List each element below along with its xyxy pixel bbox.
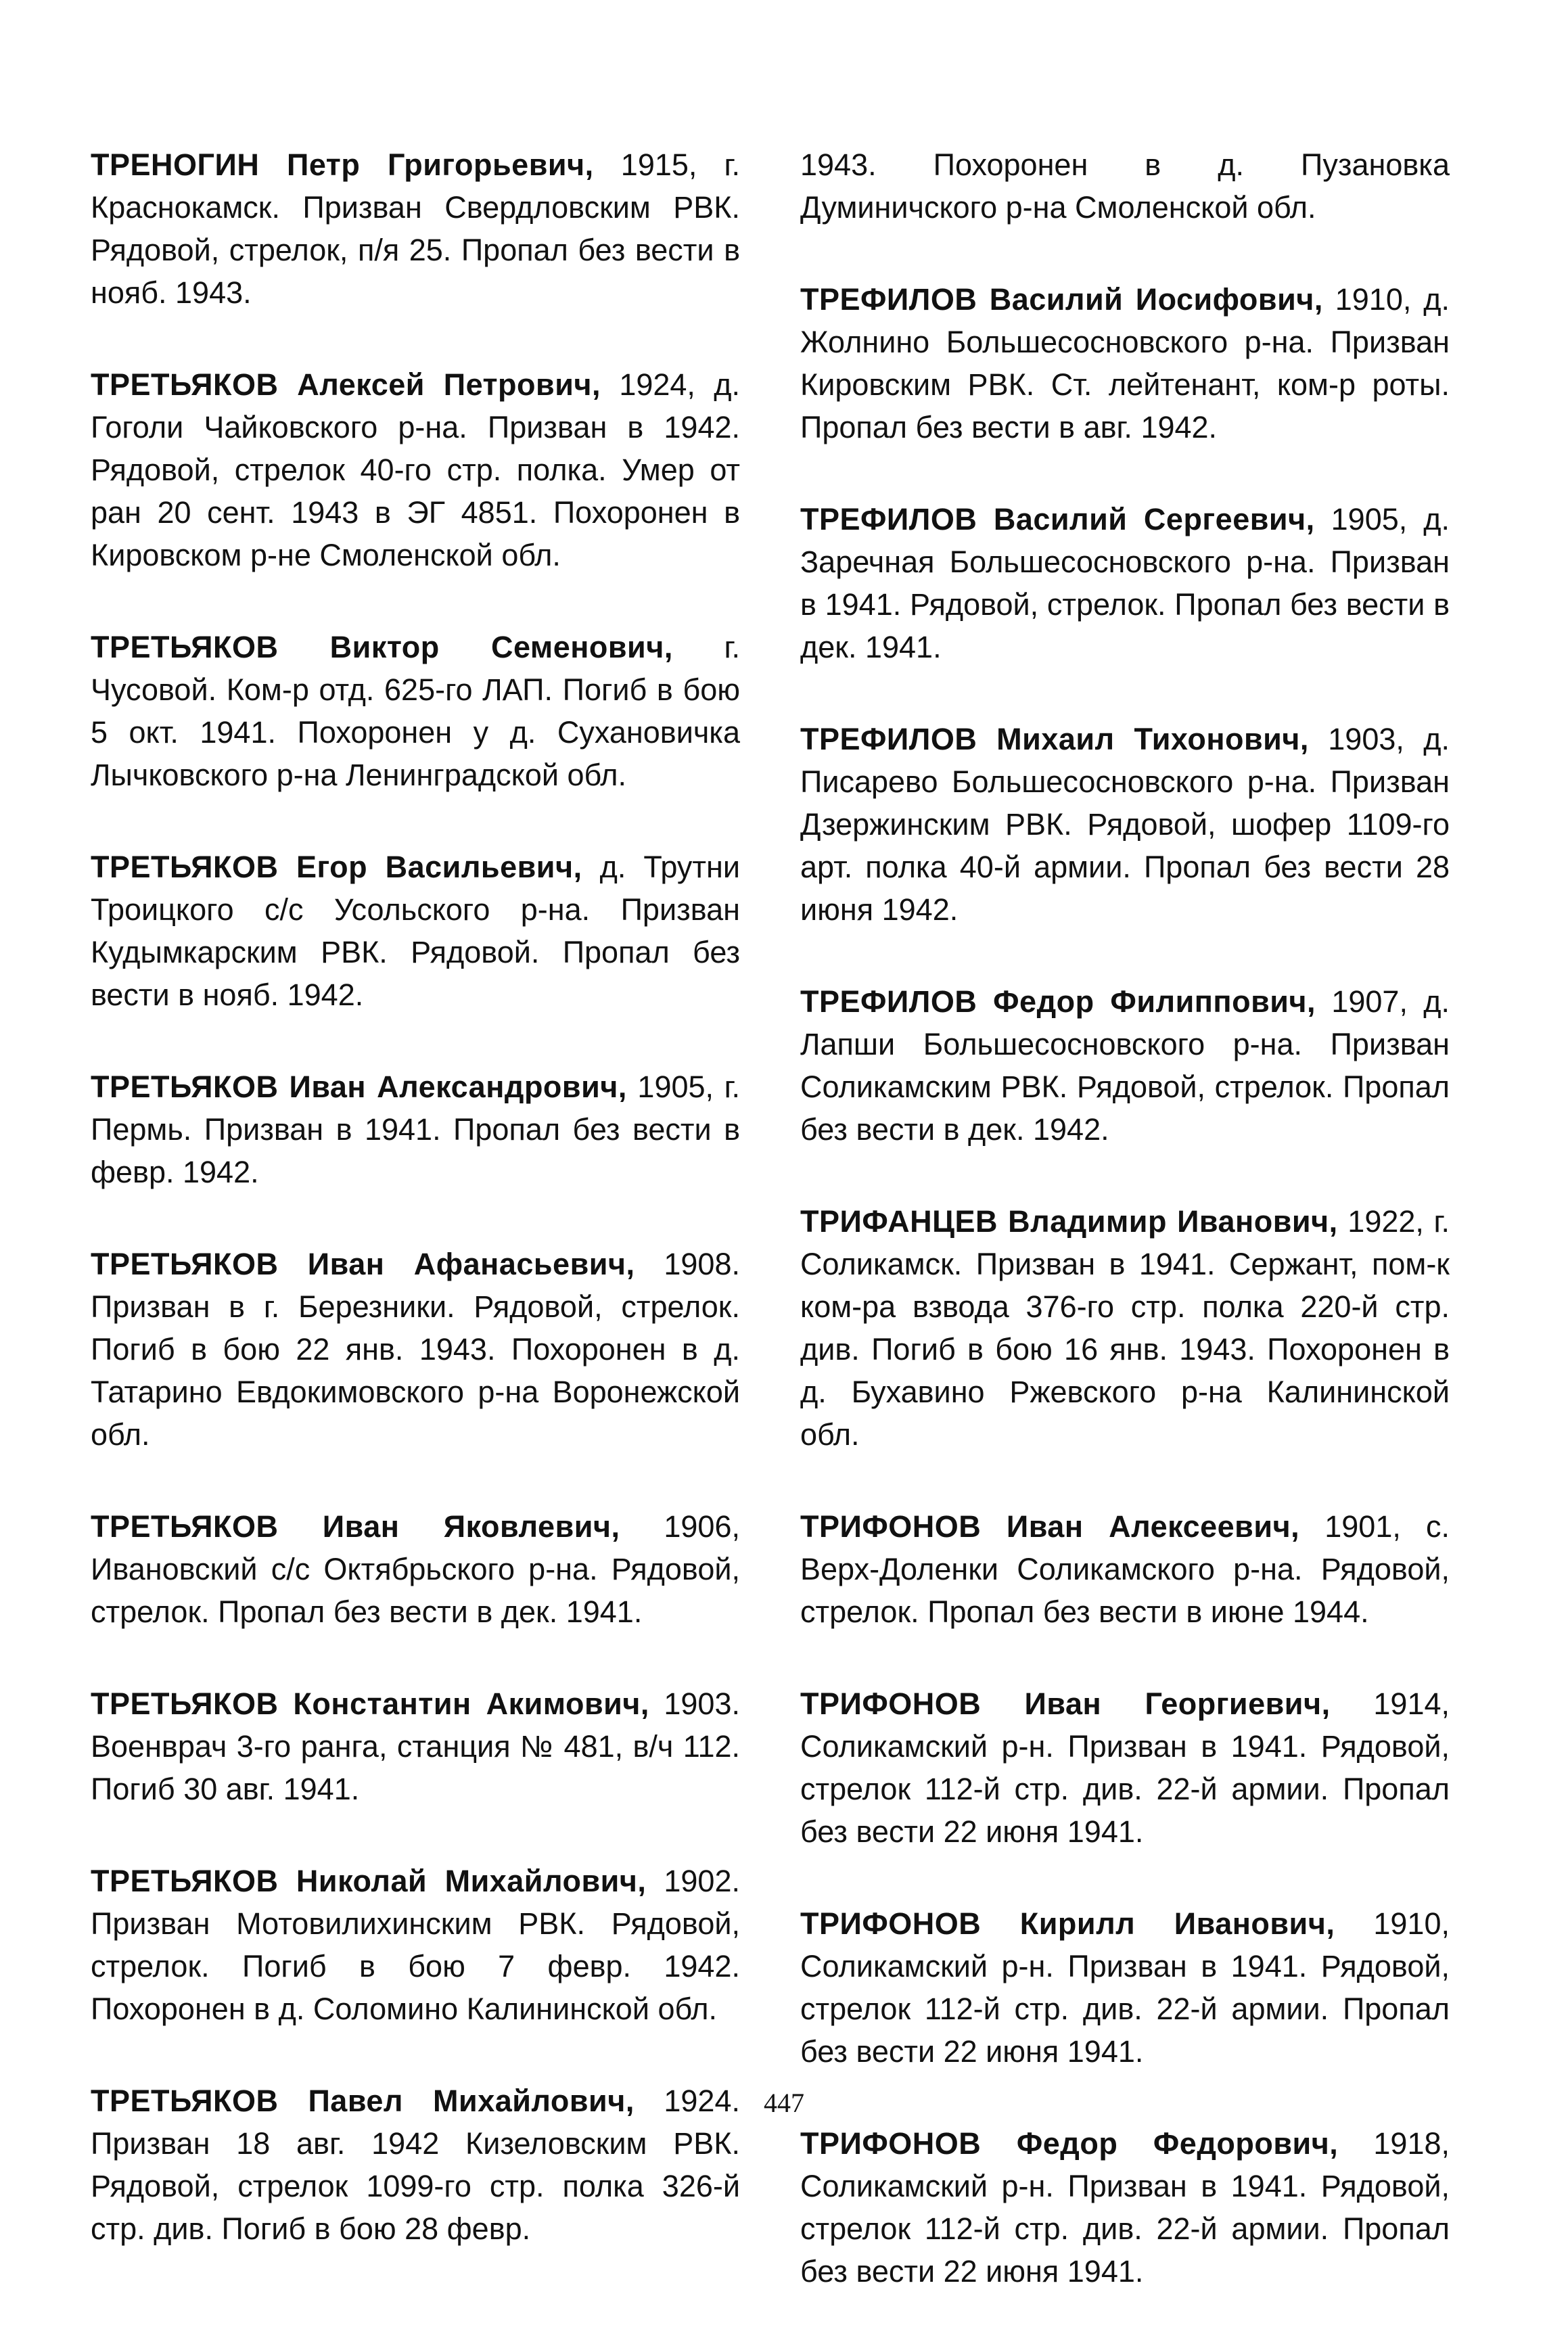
- page-number: 447: [764, 2088, 804, 2118]
- entry-text: 1903. Военврач 3-го ранга, станция № 481, в/ч 112. Погиб 30 авг. 1941.: [91, 1686, 740, 1806]
- entry-text: 1906, Ивановский с/с Октябрьского р-на. Рядовой, стрелок. Пропал без вести в дек. 1941.: [91, 1509, 740, 1629]
- entry: [91, 1065, 740, 1193]
- entry-continuation: 1943. Похоронен в д. Пузановка Думиничского р-на Смоленской обл.: [800, 147, 1450, 225]
- entry: [91, 363, 740, 576]
- entry-name: ТРЕФИЛОВ Василий Сергеевич,: [800, 502, 1315, 536]
- entry-text: д. Трутни Троицкого с/с Усольского р-на. Призван Кудымкарским РВК. Рядовой. Пропал без вести в нояб. 1942.: [91, 850, 740, 1012]
- entry-text: 1922, г. Соликамск. Призван в 1941. Сержант, пом-к ком-ра взвода 376-го стр. полка 220-й стр. див. Погиб в бою 16 янв. 1943. Похоронен в д. Бухавино Ржевского р-на Калининской обл.: [800, 1204, 1450, 1452]
- entry: [800, 278, 1450, 449]
- entry-name: ТРЕТЬЯКОВ Иван Афанасьевич,: [91, 1247, 635, 1281]
- left-column: [91, 143, 740, 2299]
- entry: [800, 498, 1450, 668]
- entry: [800, 980, 1450, 1151]
- entry: [91, 1860, 740, 2030]
- entry: [91, 846, 740, 1016]
- entry-name: ТРЕТЬЯКОВ Иван Яковлевич,: [91, 1509, 620, 1544]
- entry-text: г. Чусовой. Ком-р отд. 625-го ЛАП. Погиб в бою 5 окт. 1941. Похоронен у д. Сухановичка Лычковского р-на Ленинградской обл.: [91, 630, 740, 792]
- entry: [800, 1200, 1450, 1456]
- entry: [800, 2122, 1450, 2293]
- entry-name: ТРИФОНОВ Федор Федорович,: [800, 2126, 1339, 2161]
- entry-name: ТРЕТЬЯКОВ Константин Акимович,: [91, 1686, 649, 1721]
- entry: [91, 626, 740, 796]
- entry-name: ТРИФОНОВ Иван Алексеевич,: [800, 1509, 1300, 1544]
- entry-text: 1915, г. Краснокамск. Призван Свердловским РВК. Рядовой, стрелок, п/я 25. Пропал без вести в нояб. 1943.: [91, 147, 740, 310]
- entry-name: ТРЕФИЛОВ Федор Филиппович,: [800, 984, 1316, 1019]
- entry-text: 1905, г. Пермь. Призван в 1941. Пропал без вести в февр. 1942.: [91, 1070, 740, 1189]
- entry: [800, 1682, 1450, 1853]
- entry: [91, 1243, 740, 1456]
- entry-name: ТРИФОНОВ Иван Георгиевич,: [800, 1686, 1331, 1721]
- entry-text: 1910, Соликамский р-н. Призван в 1941. Рядовой, стрелок 112-й стр. див. 22-й армии. Пропал без вести 22 июня 1941.: [800, 1906, 1450, 2069]
- entry-name: ТРЕФИЛОВ Василий Иосифович,: [800, 282, 1323, 317]
- entry-name: ТРЕТЬЯКОВ Егор Васильевич,: [91, 850, 582, 884]
- entry-text: 1918, Соликамский р-н. Призван в 1941. Рядовой, стрелок 112-й стр. див. 22-й армии. Пропал без вести 22 июня 1941.: [800, 2126, 1450, 2289]
- entry: [91, 1505, 740, 1633]
- entry-text: 1924. Призван 18 авг. 1942 Кизеловским РВК. Рядовой, стрелок 1099-го стр. полка 326-й стр. див. Погиб в бою 28 февр.: [91, 2084, 740, 2246]
- entry: [800, 718, 1450, 931]
- right-column: [800, 143, 1450, 2342]
- entry-text: 1924, д. Гоголи Чайковского р-на. Призван в 1942. Рядовой, стрелок 40-го стр. полка. Умер от ран 20 сент. 1943 в ЭГ 4851. Похоронен в Кировском р-не Смоленской обл.: [91, 367, 741, 572]
- entry-name: ТРЕТЬЯКОВ Иван Александрович,: [91, 1070, 627, 1104]
- entry-text: 1907, д. Лапши Большесосновского р-на. Призван Соликамским РВК. Рядовой, стрелок. Пропал без вести в дек. 1942.: [800, 984, 1450, 1147]
- entry-name: ТРЕНОГИН Петр Григорьевич,: [91, 147, 594, 182]
- entry-name: ТРЕТЬЯКОВ Павел Михайлович,: [91, 2084, 635, 2118]
- entry: [800, 1505, 1450, 1633]
- entry-text: 1914, Соликамский р-н. Призван в 1941. Рядовой, стрелок 112-й стр. див. 22-й армии. Пропал без вести 22 июня 1941.: [800, 1686, 1450, 1849]
- entry-name: ТРИФОНОВ Кирилл Иванович,: [800, 1906, 1335, 1941]
- entry-name: ТРЕФИЛОВ Михаил Тихонович,: [800, 722, 1309, 756]
- entry: [91, 1682, 740, 1810]
- entry-text: 1908. Призван в г. Березники. Рядовой, стрелок. Погиб в бою 22 янв. 1943. Похоронен в д. Татарино Евдокимовского р-на Воронежской обл.: [91, 1247, 740, 1452]
- entry-name: ТРИФАНЦЕВ Владимир Иванович,: [800, 1204, 1338, 1239]
- entry-text: 1910, д. Жолнино Большесосновского р-на. Призван Кировским РВК. Ст. лейтенант, ком-р роты. Пропал без вести в авг. 1942.: [800, 282, 1450, 444]
- entry: [91, 143, 740, 314]
- entry: [800, 1902, 1450, 2073]
- entry-name: ТРЕТЬЯКОВ Николай Михайлович,: [91, 1864, 647, 1898]
- entry-text: 1905, д. Заречная Большесосновского р-на. Призван в 1941. Рядовой, стрелок. Пропал без вести в дек. 1941.: [800, 502, 1450, 664]
- entry-name: ТРЕТЬЯКОВ Виктор Семенович,: [91, 630, 673, 664]
- entry-text: 1903, д. Писарево Большесосновского р-на. Призван Дзержинским РВК. Рядовой, шофер 1109-го арт. полка 40-й армии. Пропал без вести 28 июня 1942.: [800, 722, 1450, 927]
- entry-text: 1902. Призван Мотовилихинским РВК. Рядовой, стрелок. Погиб в бою 7 февр. 1942. Похоронен в д. Соломино Калининской обл.: [91, 1864, 740, 2026]
- entry-name: ТРЕТЬЯКОВ Алексей Петрович,: [91, 367, 601, 402]
- entry-text: 1901, с. Верх-Доленки Соликамского р-на. Рядовой, стрелок. Пропал без вести в июне 1944.: [800, 1509, 1450, 1629]
